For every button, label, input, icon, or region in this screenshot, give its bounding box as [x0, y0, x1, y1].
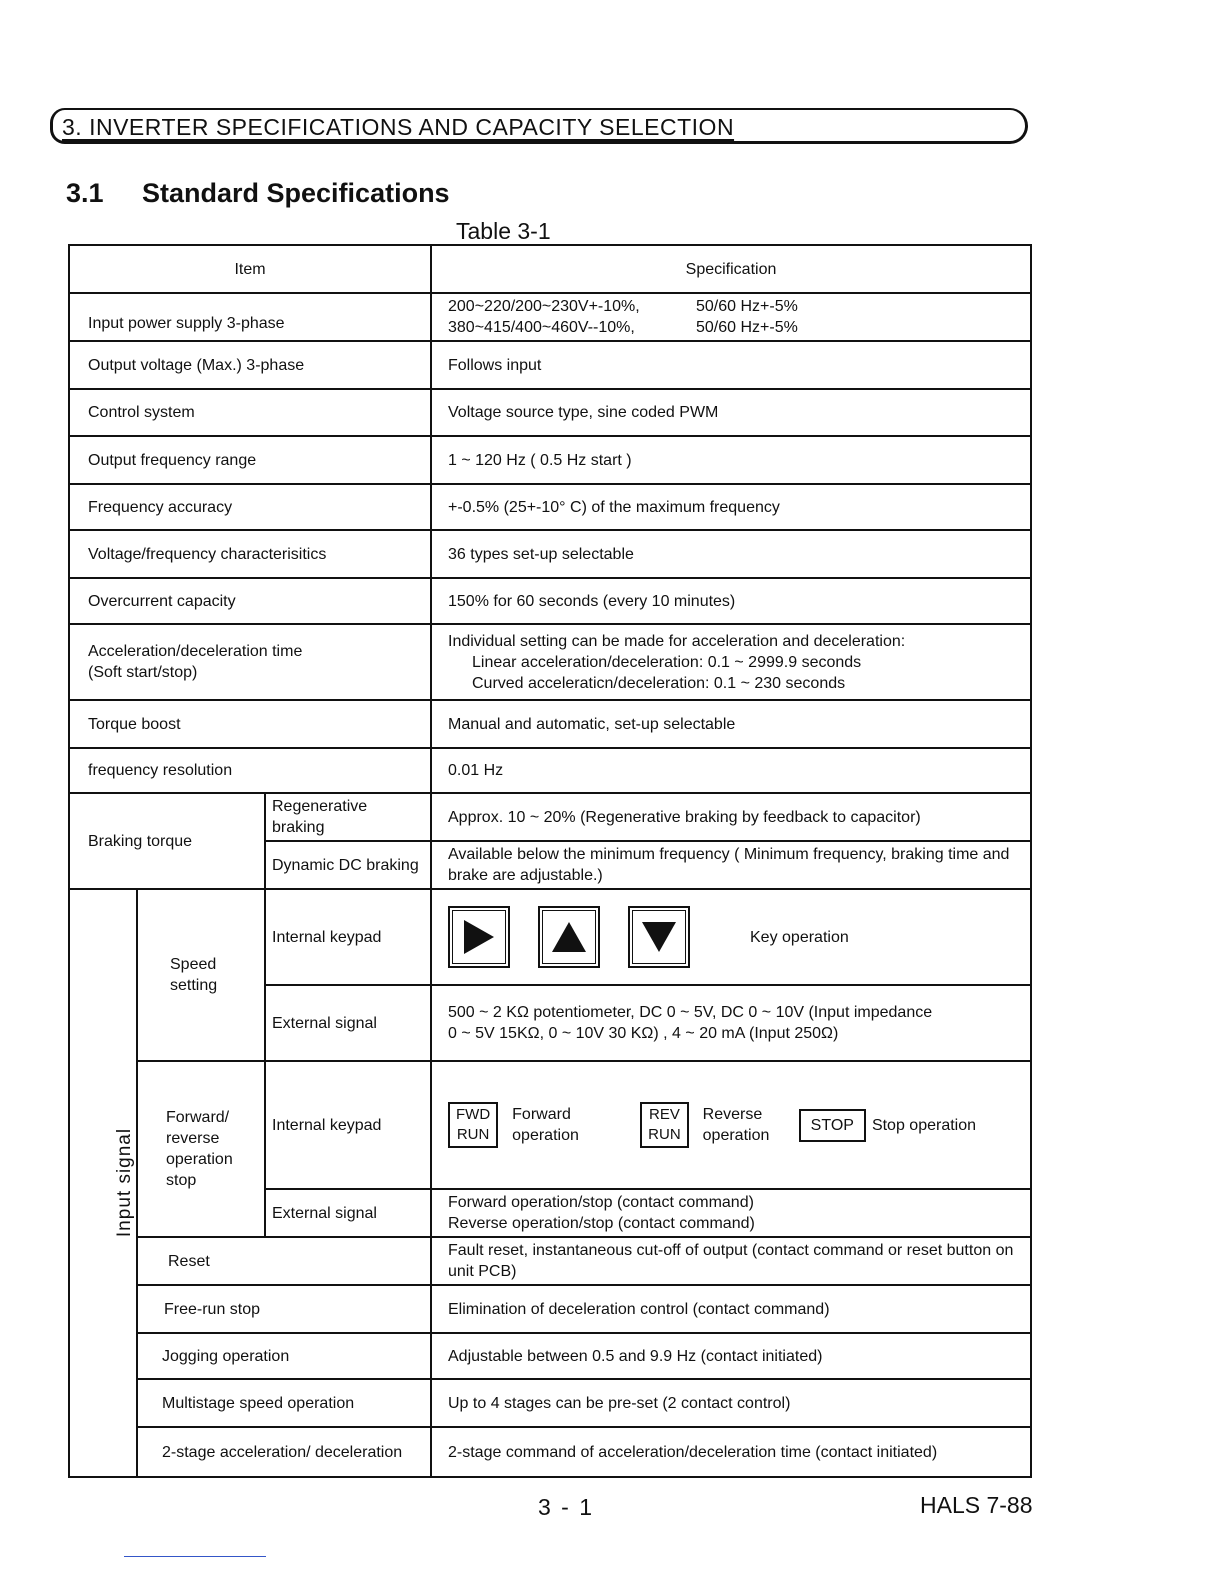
stop-button[interactable]: STOP [799, 1109, 866, 1142]
spec-table [68, 244, 1032, 1478]
table-row [69, 436, 1031, 484]
row-item: Control system [69, 389, 431, 436]
row-item: Voltage/frequency characterisitics [69, 530, 431, 578]
spec-line: 500 ~ 2 KΩ potentiometer, DC 0 ~ 5V, DC 0 ~ 10V (Input impedance [448, 1004, 933, 1021]
row-spec: 2-stage command of acceleration/deceleration time (contact initiated) [431, 1427, 1031, 1477]
table-row [69, 889, 1031, 985]
spec-line: Individual setting can be made for acceleration and deceleration: [448, 632, 906, 650]
key-operation-label: Key operation [750, 928, 849, 946]
rev-label: Reverse operation [702, 1106, 770, 1144]
row-item: Input power supply 3-phase [69, 293, 431, 341]
row-spec: Approx. 10 ~ 20% (Regenerative braking by feedback to capacitor) [431, 793, 1031, 841]
table-row [69, 389, 1031, 436]
row-spec [431, 889, 1031, 985]
fwd-run-button[interactable] [448, 1102, 498, 1148]
row-item: Jogging operation [137, 1333, 431, 1379]
row-item: Reset [137, 1237, 431, 1285]
button-line: REV [648, 1106, 680, 1123]
row-spec: Available below the minimum frequency ( Minimum frequency, braking time and brake are adjustable.) [431, 841, 1031, 889]
table-row [69, 700, 1031, 748]
table-row [69, 1333, 1031, 1379]
document-code: HALS 7-88 [920, 1492, 1033, 1518]
row-spec [431, 293, 1031, 341]
input-signal-label: Input signal [114, 1127, 136, 1238]
spec-line: 50/60 Hz+-5% [696, 298, 798, 315]
table-row [69, 341, 1031, 389]
row-spec [431, 624, 1031, 700]
row-item: frequency resolution [69, 748, 431, 793]
keypad-keys [448, 906, 1022, 968]
spec-line: 200~220/200~230V+-10%, [448, 298, 640, 315]
table-row [69, 1379, 1031, 1427]
run-keys [448, 1102, 1022, 1148]
page-number: 3 - 1 [538, 1494, 595, 1520]
sub-item: Dynamic DC braking [265, 841, 431, 889]
row-spec: Up to 4 stages can be pre-set (2 contact control) [431, 1379, 1031, 1427]
row-spec: Fault reset, instantaneous cut-off of output (contact command or reset button on unit PCB) [431, 1237, 1031, 1285]
row-item: Free-run stop [137, 1285, 431, 1333]
button-line: RUN [456, 1126, 490, 1143]
sub-item: Regenerative braking [265, 793, 431, 841]
up-triangle-icon [552, 922, 586, 952]
row-item: Output frequency range [69, 436, 431, 484]
item-line: (Soft start/stop) [88, 664, 198, 681]
table-caption: Table 3-1 [456, 218, 551, 244]
right-triangle-icon [464, 920, 494, 954]
table-row [69, 624, 1031, 700]
fwd-label: Forward operation [512, 1106, 579, 1144]
row-spec: Adjustable between 0.5 and 9.9 Hz (contact initiated) [431, 1333, 1031, 1379]
table-row [69, 1237, 1031, 1285]
row-item: Frequency accuracy [69, 484, 431, 530]
row-spec: 150% for 60 seconds (every 10 minutes) [431, 578, 1031, 624]
spec-line: Forward operation/stop (contact command) [448, 1194, 754, 1211]
row-spec: Elimination of deceleration control (contact command) [431, 1285, 1031, 1333]
row-spec: Follows input [431, 341, 1031, 389]
row-spec [431, 1061, 1031, 1189]
spec-line: Reverse operation/stop (contact command) [448, 1215, 755, 1232]
row-item [69, 624, 431, 700]
group-item: Forward/ reverse operation stop [137, 1061, 265, 1237]
section-title: Standard Specifications [142, 178, 450, 208]
down-arrow-key[interactable] [628, 906, 690, 968]
row-spec: Manual and automatic, set-up selectable [431, 700, 1031, 748]
col-header-item: Item [69, 245, 431, 293]
table-header-row [69, 245, 1031, 293]
spec-line: 380~415/400~460V--10%, [448, 319, 635, 336]
section-number: 3.1 [66, 178, 104, 208]
col-header-spec: Specification [431, 245, 1031, 293]
row-spec: 0.01 Hz [431, 748, 1031, 793]
table-row [69, 293, 1031, 341]
spec-line: Curved acceleraticn/deceleration: 0.1 ~ 230 seconds [472, 674, 846, 692]
row-item: Braking torque [69, 793, 265, 889]
sub-item: External signal [265, 1189, 431, 1237]
button-line: FWD [456, 1106, 491, 1123]
spec-line: 0 ~ 5V 15KΩ, 0 ~ 10V 30 KΩ) , 4 ~ 20 mA (Input 250Ω) [448, 1025, 839, 1042]
table-row [69, 793, 1031, 841]
table-row [69, 748, 1031, 793]
table-row [69, 1427, 1031, 1477]
group-item: Speed setting [137, 889, 265, 1061]
sub-item: Internal keypad [265, 889, 431, 985]
row-item: Output voltage (Max.) 3-phase [69, 341, 431, 389]
stop-label: Stop operation [871, 1116, 977, 1134]
footer-rule [124, 1556, 266, 1557]
sub-item: External signal [265, 985, 431, 1061]
spec-line: Linear acceleration/deceleration: 0.1 ~ 2999.9 seconds [472, 653, 862, 671]
item-line: Acceleration/deceleration time [88, 643, 303, 660]
section-heading [66, 178, 450, 209]
row-spec: Voltage source type, sine coded PWM [431, 389, 1031, 436]
sub-item: Internal keypad [265, 1061, 431, 1189]
table-row [69, 484, 1031, 530]
chapter-title: 3. INVERTER SPECIFICATIONS AND CAPACITY SELECTION [62, 114, 735, 140]
row-item: Multistage speed operation [137, 1379, 431, 1427]
table-row [69, 1061, 1031, 1189]
table-row [69, 578, 1031, 624]
row-item: Overcurrent capacity [69, 578, 431, 624]
row-spec: 1 ~ 120 Hz ( 0.5 Hz start ) [431, 436, 1031, 484]
row-item: Torque boost [69, 700, 431, 748]
row-item: 2-stage acceleration/ deceleration [137, 1427, 431, 1477]
button-line: RUN [648, 1126, 681, 1143]
spec-line: 50/60 Hz+-5% [696, 319, 798, 336]
row-spec: +-0.5% (25+-10° C) of the maximum frequency [431, 484, 1031, 530]
table-row [69, 530, 1031, 578]
table-row [69, 1285, 1031, 1333]
row-spec [431, 985, 1031, 1061]
row-spec: 36 types set-up selectable [431, 530, 1031, 578]
input-signal-label-cell [69, 889, 137, 1477]
right-arrow-key[interactable] [448, 906, 510, 968]
row-spec [431, 1189, 1031, 1237]
rev-run-button[interactable] [640, 1102, 689, 1148]
down-triangle-icon [642, 922, 676, 952]
up-arrow-key[interactable] [538, 906, 600, 968]
